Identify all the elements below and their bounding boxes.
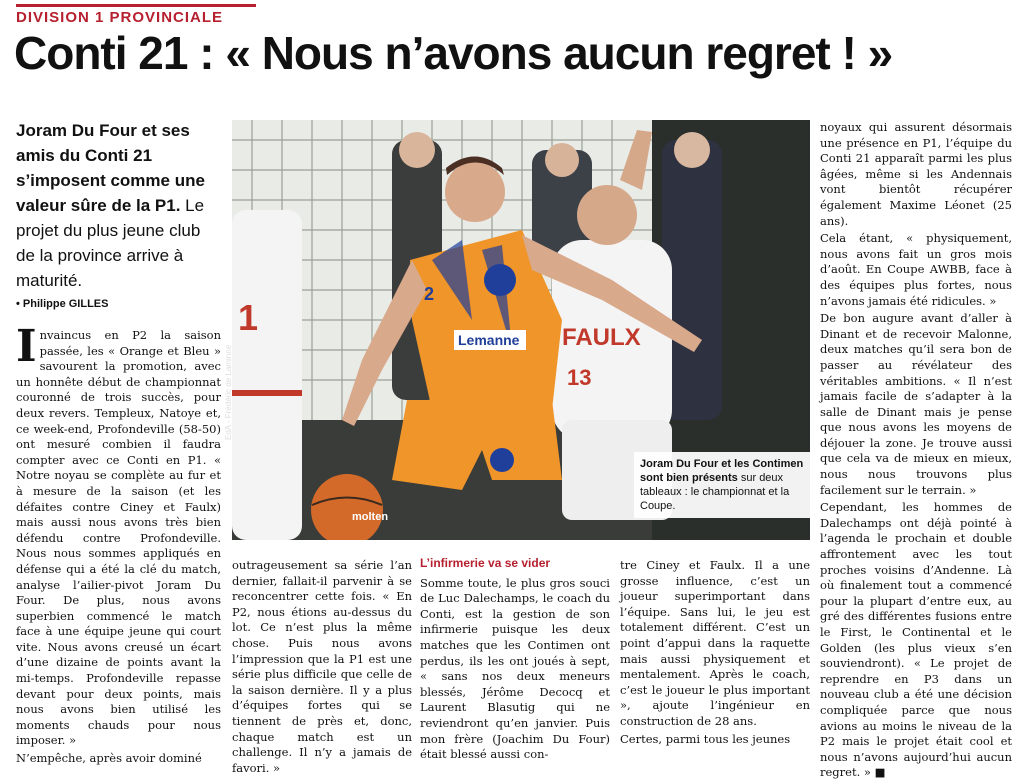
paragraph: Cela étant, « physiquement, nous avons fait un gros mois d’août. En Coupe AWBB, face à des équipes plus fortes, nous n’avons jamais été ridicules. » (820, 231, 1012, 308)
section-rubric: DIVISION 1 PROVINCIALE (16, 4, 256, 26)
paragraph: Certes, parmi tous les jeunes (620, 731, 791, 746)
article-column-2 (232, 558, 412, 778)
jersey-left-number: 2 (424, 284, 435, 304)
jersey-edge-number: 1 (238, 297, 259, 338)
caption-normal: sur deux tableaux : le championnat et la Coupe. (640, 472, 790, 512)
paragraph: tre Ciney et Faulx. Il a une grosse influence, c’est un joueur superimportant dans l’équipe. Sans lui, le jeu est totalement différent. C’est un point d’appui dans la raquette mais aussi physiquement et mentalement. Après le coach, c’est le joueur le plus important », ajoute l’ingénieur en construction de 28 ans. (620, 558, 810, 728)
jersey-left-sponsor: Lemanne (458, 332, 520, 348)
lead-normal: Le projet du plus jeune club de la province arrive à maturité. (16, 196, 205, 290)
paragraph: De bon augure avant d’aller à Dinant et de recevoir Malonne, deux matches qu’il sera bon de passer au révélateur des véritables ambitions. « Il n’est jamais facile de s’adapter à la salle de Dinant mais je pense que nous avons les moyens de déjouer la zone. Je trouve aussi que cela va de mieux en mieux, nous nous trouvons plus facilement sur le terrain. » (820, 311, 1012, 497)
caption-bold: Joram Du Four et les Contimen sont bien présents (640, 458, 804, 484)
paragraph: Somme toute, le plus gros souci de Luc Dalechamps, le coach du Conti, est la gestion de son infirmerie puisque les deux matches que les Contimen ont perdus, ils les ont joués à sept, « sans nos deux meneurs blessés, Jérôme Decocq et Laurent Blasutig qui ne reviendront qu’en janvier. Puis mon frère (Joachim Du Four) était blessé aussi con- (420, 575, 610, 762)
photo-caption (634, 452, 810, 518)
headline: Conti 21 : « Nous n’avons aucun regret ! » (14, 27, 893, 79)
drop-cap: I (16, 321, 37, 372)
article-column-5 (820, 120, 1012, 783)
ball-brand: molten (352, 511, 389, 523)
article-lead (16, 118, 221, 293)
article-column-1 (16, 321, 221, 769)
paragraph: noyaux qui assurent désormais une présence en P1, l’équipe du Conti 21 apparaît parmi les plus âgées, même si les Andennais vont bientôt récupérer également Maxime Léonet (25 ans). (820, 120, 1012, 228)
paragraph-text: nvaincus en P2 la saison passée, les « Orange et Bleu » savourent la promotion, avec un honnête début de championnat couronné de trois succès, pour deux revers. Templeux, Natoye et, ce week-end, Profondeville (58-50) ont mesuré combien il faudra compter avec ce Conti en P1. « Notre noyau se complète au fur et à mesure de la saison (et les défaites contre Ciney et Faulx) mais aussi nous avons très bien défendu contre Profondeville. Nous nous sommes appliqués en défense qui a été la clé du match, analyse l’ailier-pivot Joram Du Four. De plus, nous avons superbien commencé le match face à une équipe jeune qui court vite. Nous avons creusé un écart d’une dizaine de points avant la mi-temps. Profondeville repasse devant pour deux points, mais nous avons bien utilisé les moments chauds pour nous imposer. » (16, 328, 221, 748)
paragraph: N’empêche, après avoir dominé (16, 751, 202, 766)
article-column-3 (420, 556, 610, 765)
jersey-right-text: FAULX (562, 324, 641, 351)
byline: • Philippe GILLES (16, 298, 109, 310)
paragraph (16, 321, 221, 749)
article-column-4 (620, 558, 810, 749)
paragraph: outrageusement sa série l’an dernier, fallait-il parvenir à se reconcentrer cette fois. « En P2, nous étions au-dessus du lot. Ce n’est plus la même chose. Puis nous avons l’impression que la P1 est une série plus difficile que celle de la saison dernière. Il y a plus d’équipes fortes qui se tiennent de près et, donc, chaque match est un challenge. Il n’y a jamais de favori. » (232, 558, 412, 775)
lead-bold: Joram Du Four et ses amis du Conti 21 s’imposent comme une valeur sûre de la P1. (16, 121, 205, 215)
subheading: L’infirmerie va se vider (420, 556, 551, 570)
paragraph: Cependant, les hommes de Dalechamps ont déjà pointé à l’agenda le prochain et double affrontement avec les tout proches voisins d’Andenne. Là où finalement tout a commencé pour la plupart d’entre eux, au gré des différentes fusions entre le First, le Continental et le Golden (les plus vieux s’en souviendront). « Le projet de reprendre en P3 dans un nouveau club a été une décision compliquée parce que nous avions au moins le niveau de la P2 mais le projet était cool et nous n’avons aujourd’hui aucun regret. » ■ (820, 500, 1012, 780)
photo-credit: EdA - Frédéric de Laminne (224, 344, 233, 440)
jersey-right-number: 13 (567, 365, 592, 390)
